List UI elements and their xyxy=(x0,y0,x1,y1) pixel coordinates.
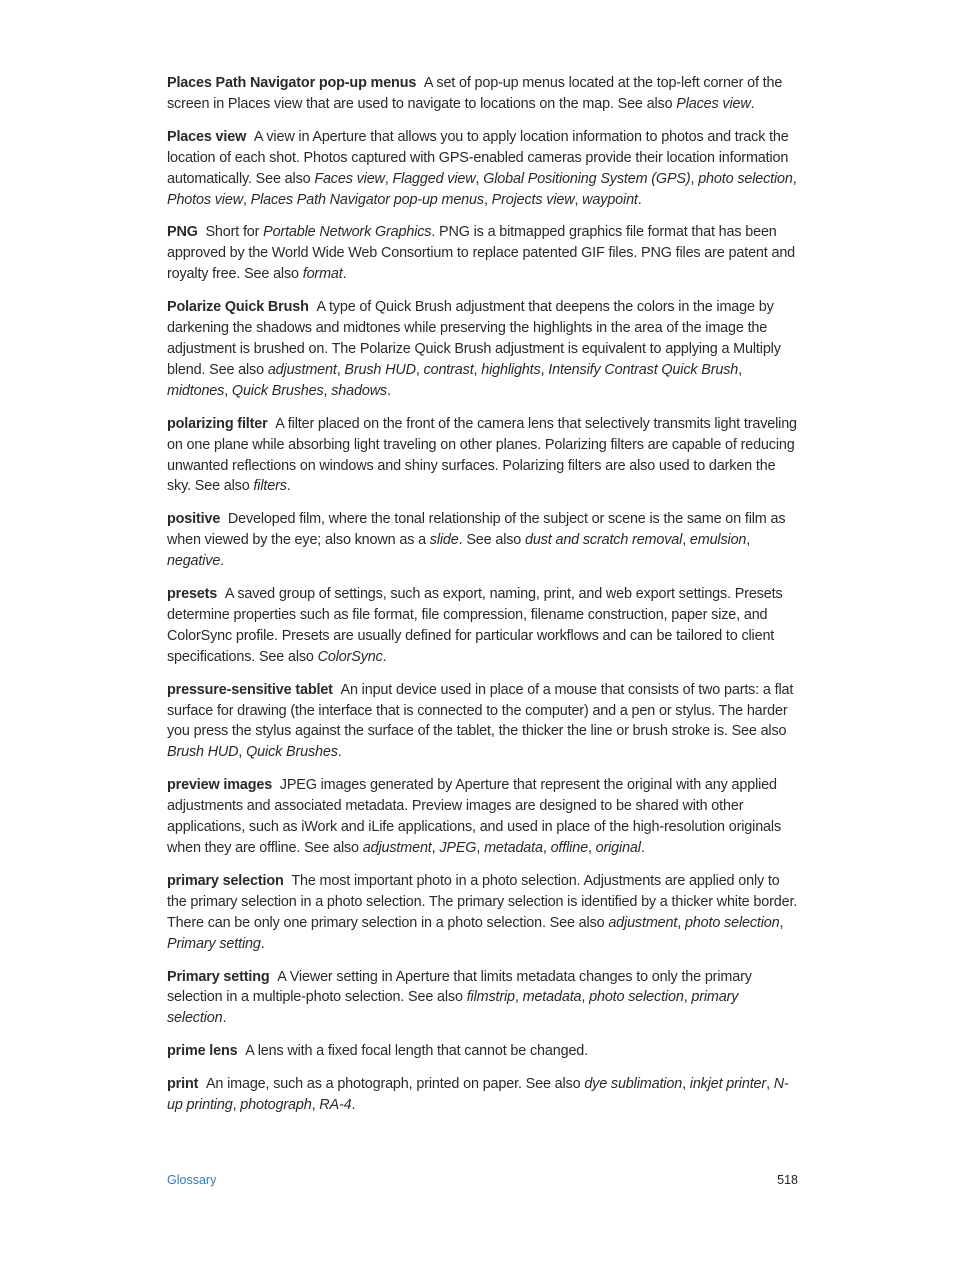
emphasis-term: slide xyxy=(429,532,459,549)
page-number: 518 xyxy=(777,1173,798,1187)
see-also-link[interactable]: Flagged view xyxy=(392,170,476,187)
see-also-link[interactable]: Intensify Contrast Quick Brush xyxy=(548,361,739,378)
see-also-link[interactable]: waypoint xyxy=(582,191,638,208)
glossary-term: polarizing filter xyxy=(167,415,268,432)
glossary-entry: Polarize Quick Brush A type of Quick Brush adjustment that deepens the colors in the image by darkening the shadows and midtones while preserving the highlights in the area of the image the adjustment is brushed on. The Polarize Quick Brush adjustment is equivalent to applying a Multiply blend. See also adjustment, Brush HUD, contrast, highlights, Intensify Contrast Quick Brush, midtones, Quick Brushes, shadows. xyxy=(167,299,781,399)
see-also-link[interactable]: highlights xyxy=(481,361,541,378)
see-also-link[interactable]: contrast xyxy=(423,361,474,378)
glossary-entry: polarizing filter A filter placed on the front of the camera lens that selectively transmits light traveling on one plane while absorbing light traveling on other planes. Polarizing filters are capable of reducing unwanted reflections on windows and shiny surfaces. Polarizing filters are also used to darken the sky. See also filters. xyxy=(167,415,797,495)
glossary-entry: Primary setting A Viewer setting in Aperture that limits metadata changes to only the primary selection in a multiple-photo selection. See also filmstrip, metadata, photo selection, primary selection. xyxy=(167,968,752,1027)
see-also-link[interactable]: Photos view xyxy=(167,191,243,208)
see-also-link[interactable]: Faces view xyxy=(314,170,385,187)
glossary-list xyxy=(167,73,799,1128)
glossary-term: presets xyxy=(167,586,218,603)
see-also-link[interactable]: Projects view xyxy=(491,191,575,208)
glossary-term: PNG xyxy=(167,224,198,241)
see-also-link[interactable]: Places Path Navigator pop-up menus xyxy=(250,191,484,208)
see-also-link[interactable]: format xyxy=(302,266,343,283)
glossary-term: Places Path Navigator pop-up menus xyxy=(167,75,417,91)
see-also-link[interactable]: dye sublimation xyxy=(584,1076,683,1093)
see-also-link[interactable]: Quick Brushes xyxy=(231,382,324,399)
see-also-link[interactable]: Places view xyxy=(676,95,751,112)
see-also-link[interactable]: ColorSync xyxy=(317,648,383,665)
see-also-link[interactable]: dust and scratch removal xyxy=(525,532,683,549)
glossary-entry: Places Path Navigator pop-up menus A set of pop-up menus located at the top-left corner of the screen in Places view that are used to navigate to locations on the map. See also Places view. xyxy=(167,75,783,112)
see-also-link[interactable]: original xyxy=(595,840,641,856)
see-also-link[interactable]: photo selection xyxy=(698,170,793,187)
glossary-entry: prime lens A lens with a fixed focal length that cannot be changed. xyxy=(167,1043,589,1060)
glossary-entry: pressure-sensitive tablet An input device used in place of a mouse that consists of two parts: a flat surface for drawing (the interface that is connected to the computer) and a pen or stylus. The harder you press the stylus against the surface of the tablet, the thicker the line or brush stroke is. See also Brush HUD, Quick Brushes. xyxy=(167,681,794,761)
glossary-entry: positive Developed film, where the tonal relationship of the subject or scene is the same on film as when viewed by the eye; also known as a slide. See also dust and scratch removal, emulsion, negative. xyxy=(167,511,786,570)
footer-section-link[interactable]: Glossary xyxy=(167,1173,217,1187)
see-also-link[interactable]: adjustment xyxy=(267,361,337,378)
see-also-link[interactable]: filmstrip xyxy=(466,989,515,1006)
glossary-entry: preview images JPEG images generated by Aperture that represent the original with any applied adjustments and associated metadata. Preview images are designed to be shared with other applications, such as iWork and iLife applications, and used in place of the high-resolution originals when they are offline. See also adjustment, JPEG, metadata, offline, original. xyxy=(167,777,782,856)
glossary-term: Polarize Quick Brush xyxy=(167,299,309,316)
emphasis-term: Portable Network Graphics xyxy=(263,224,432,241)
see-also-link[interactable]: photograph xyxy=(240,1097,312,1114)
glossary-term: positive xyxy=(167,511,221,528)
glossary-term: primary selection xyxy=(167,872,284,889)
see-also-link[interactable]: JPEG xyxy=(439,840,477,856)
see-also-link[interactable]: Primary setting xyxy=(167,935,261,952)
see-also-link[interactable]: Brush HUD xyxy=(344,361,416,378)
glossary-entry: Places view A view in Aperture that allows you to apply location information to photos and track the location of each shot. Photos captured with GPS-enabled cameras provide their location information automatically. See also Faces view, Flagged view, Global Positioning System (GPS), photo selection, Photos view, Places Path Navigator pop-up menus, Projects view, waypoint. xyxy=(167,128,797,208)
see-also-link[interactable]: inkjet printer xyxy=(689,1076,767,1093)
glossary-entry: PNG Short for Portable Network Graphics. PNG is a bitmapped graphics file format that has been approved by the World Wide Web Consortium to replace patented GIF files. PNG files are patent and royalty free. See also format. xyxy=(167,224,796,283)
glossary-entry: print An image, such as a photograph, printed on paper. See also dye sublimation, inkjet printer, N-up printing, photograph, RA-4. xyxy=(167,1076,789,1114)
see-also-link[interactable]: adjustment xyxy=(362,840,432,856)
glossary-entry: presets A saved group of settings, such as export, naming, print, and web export settings. Presets determine properties such as file format, file compression, filename construction, paper size, and ColorSync profile. Presets are usually defined for particular workflows and can be tailored to client specifications. See also ColorSync. xyxy=(167,586,783,665)
see-also-link[interactable]: N-up printing xyxy=(167,1076,789,1114)
see-also-link[interactable]: RA-4 xyxy=(319,1097,352,1114)
see-also-link[interactable]: midtones xyxy=(167,382,225,399)
see-also-link[interactable]: Global Positioning System (GPS) xyxy=(483,170,691,187)
glossary-entry: primary selection The most important photo in a photo selection. Adjustments are applied only to the primary selection in a photo selection. The primary selection is identified by a thicker white border. There can be only one primary selection in a photo selection. See also adjustment, photo selection, Primary setting. xyxy=(167,872,798,952)
see-also-link[interactable]: primary selection xyxy=(167,989,739,1027)
see-also-link[interactable]: Brush HUD xyxy=(167,744,239,761)
see-also-link[interactable]: photo selection xyxy=(589,989,684,1006)
see-also-link[interactable]: photo selection xyxy=(684,914,780,931)
see-also-link[interactable]: offline xyxy=(550,840,588,856)
glossary-term: Primary setting xyxy=(167,968,270,985)
see-also-link[interactable]: metadata xyxy=(522,989,582,1006)
see-also-link[interactable]: adjustment xyxy=(608,914,678,931)
glossary-term: prime lens xyxy=(167,1043,238,1060)
see-also-link[interactable]: emulsion xyxy=(689,532,747,549)
see-also-link[interactable]: metadata xyxy=(484,840,543,856)
glossary-term: pressure-sensitive tablet xyxy=(167,681,333,698)
see-also-link[interactable]: negative xyxy=(167,553,221,570)
glossary-term: preview images xyxy=(167,777,273,794)
glossary-term: print xyxy=(167,1076,199,1093)
glossary-term: Places view xyxy=(167,128,247,145)
see-also-link[interactable]: shadows xyxy=(331,382,387,399)
see-also-link[interactable]: filters xyxy=(253,478,287,495)
see-also-link[interactable]: Quick Brushes xyxy=(246,744,338,761)
